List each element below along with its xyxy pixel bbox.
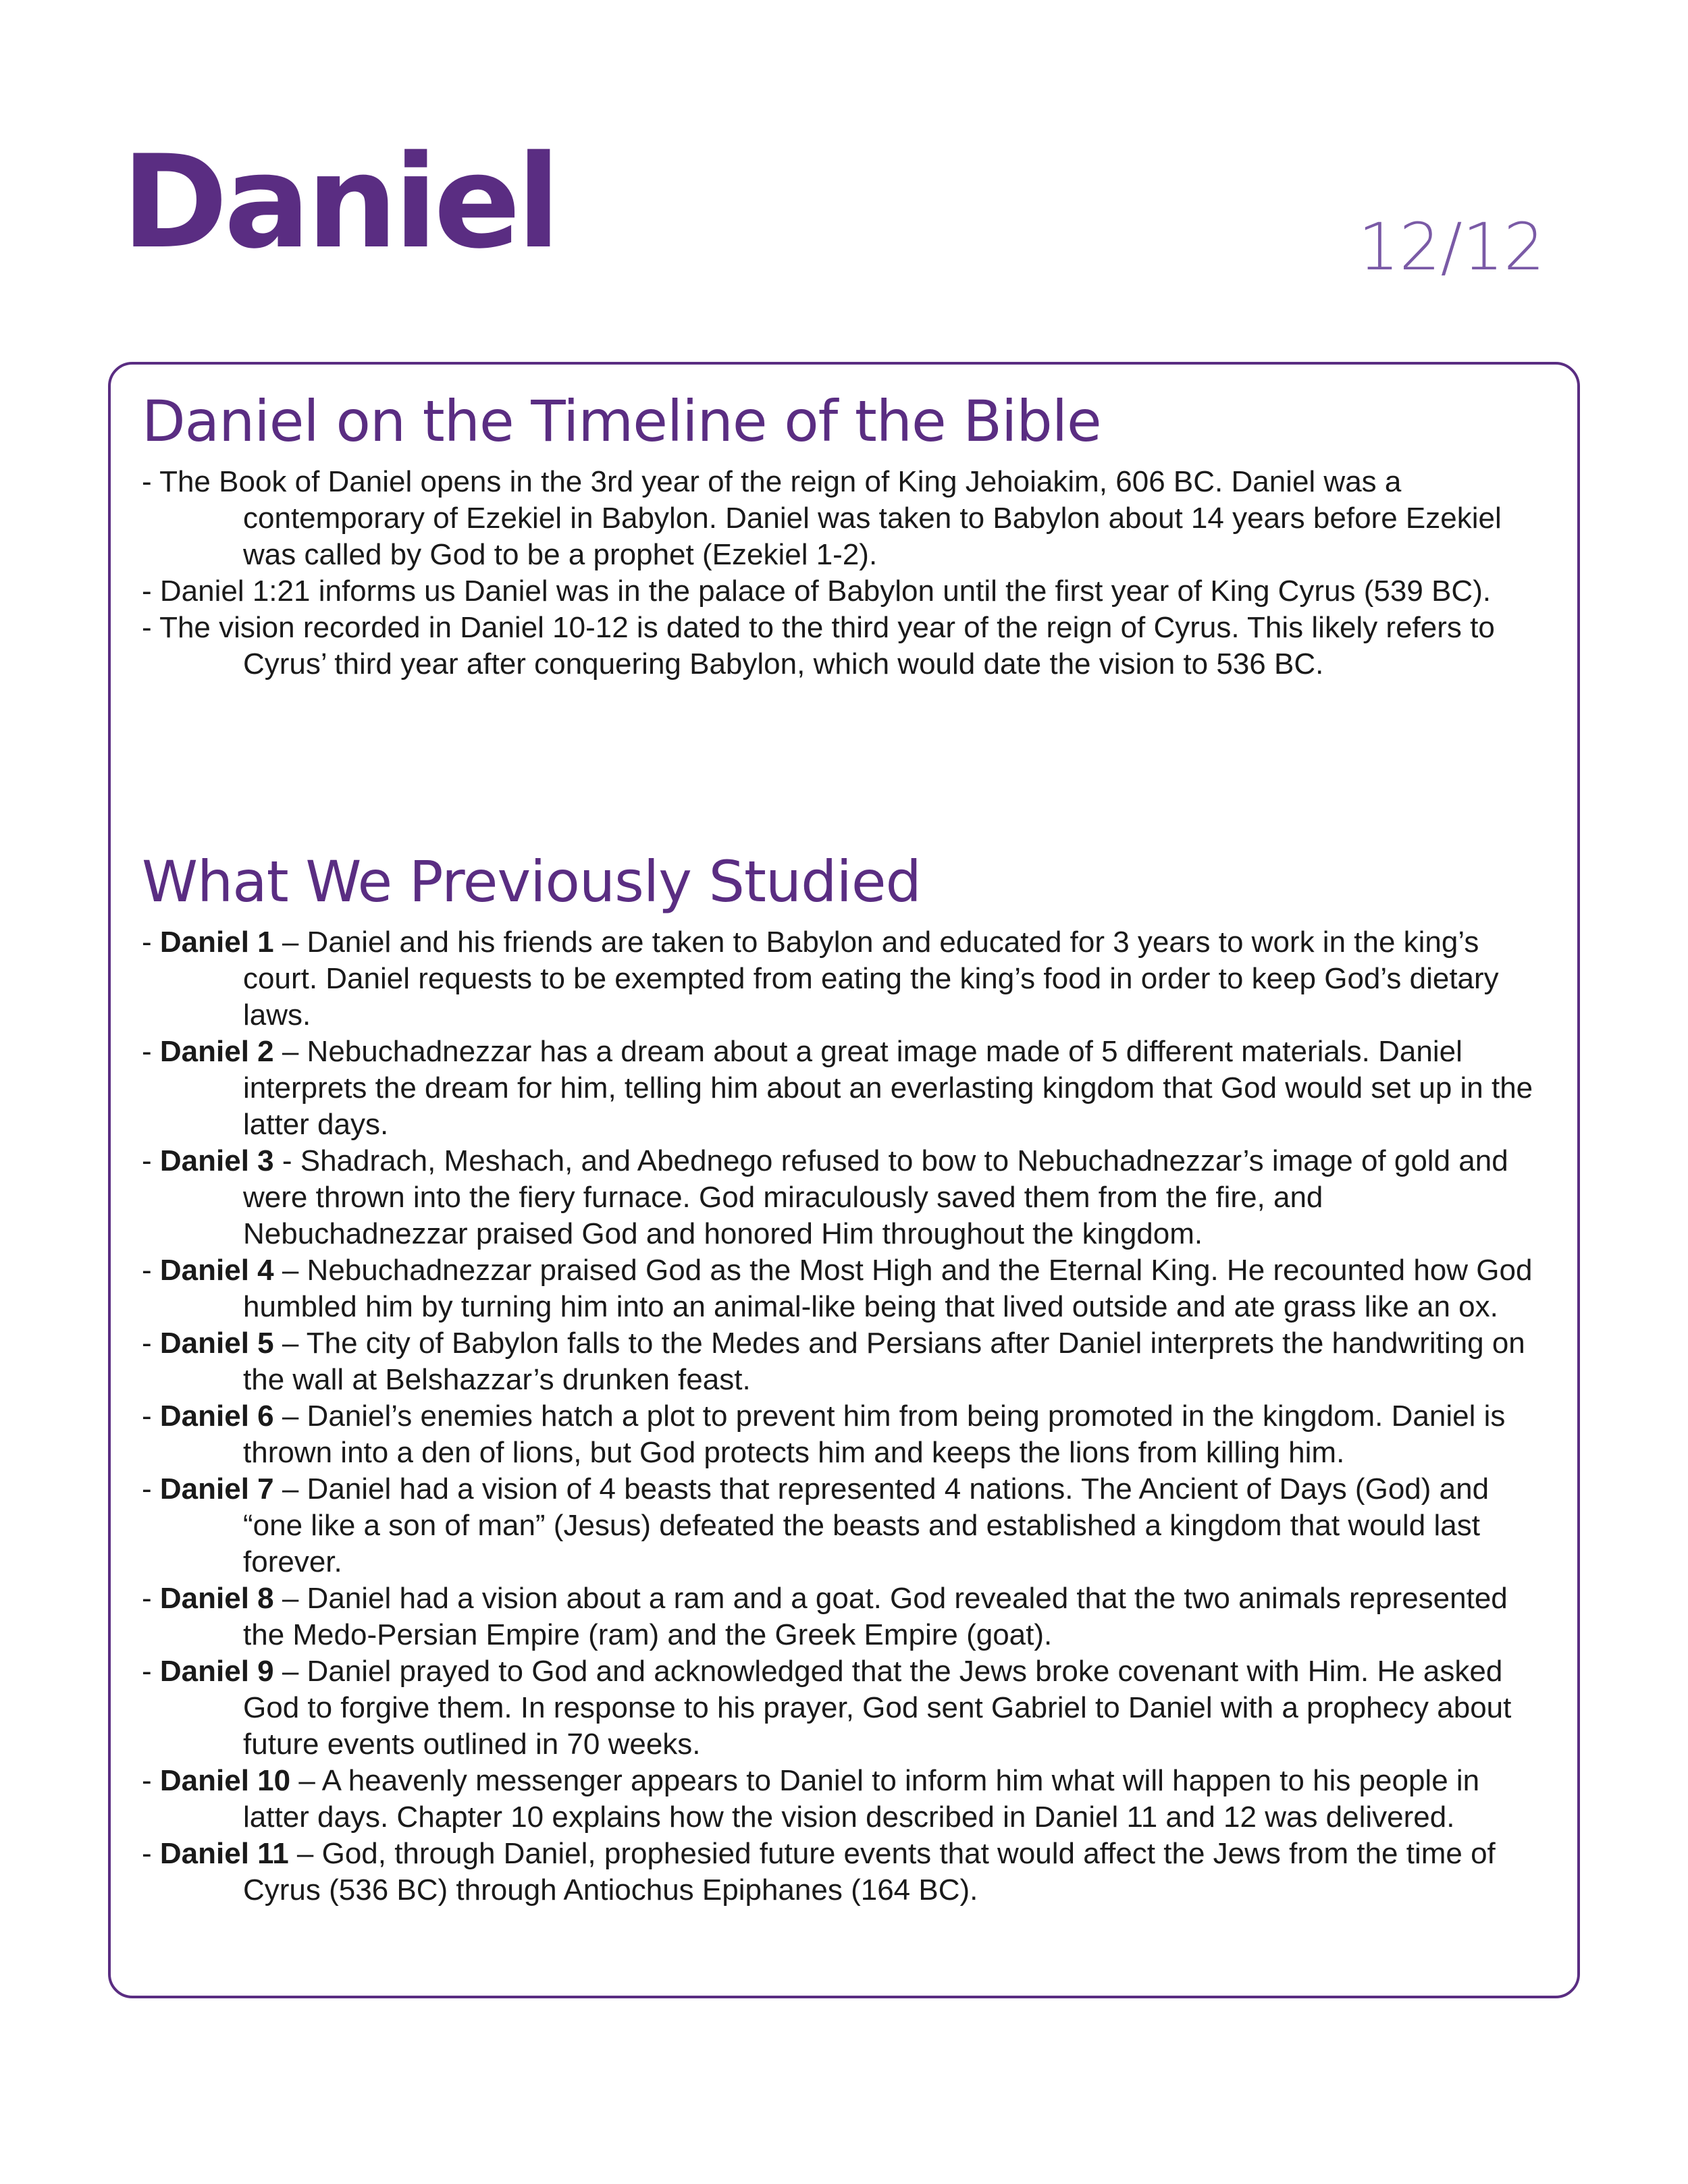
chapter-summary-text: – A heavenly messenger appears to Daniel to inform him what will happen to his people in latter days. Chapter 10 explains how the vision described in Daniel 11 and 12 was delivered. (243, 1763, 1480, 1834)
timeline-section (142, 389, 1537, 683)
bullet-prefix: - (142, 1326, 160, 1360)
chapter-summary-item (142, 1398, 1537, 1471)
chapter-reference: Daniel 5 (159, 1326, 274, 1360)
chapter-summary-text: – Nebuchadnezzar praised God as the Most High and the Eternal King. He recounted how God humbled him by turning him into an animal-like being that lived outside and ate grass like an ox. (243, 1253, 1533, 1323)
chapter-summary-text: – God, through Daniel, prophesied future events that would affect the Jews from the time of Cyrus (536 BC) through Antiochus Epiphanes (164 BC). (243, 1836, 1496, 1907)
chapter-summary-text: – Nebuchadnezzar has a dream about a great image made of 5 different materials. Daniel interprets the dream for him, telling him about an everlasting kingdom that God would set up in the latter days. (243, 1034, 1533, 1141)
previous-section (142, 849, 1537, 1909)
chapter-summary-text: – Daniel and his friends are taken to Babylon and educated for 3 years to work in the king’s court. Daniel requests to be exempted from eating the king’s food in order to keep God’s dietary laws. (243, 925, 1499, 1032)
bullet-prefix: - (142, 1763, 160, 1797)
chapter-reference: Daniel 9 (159, 1654, 274, 1688)
timeline-list (142, 464, 1537, 683)
chapter-summary-item (142, 1763, 1537, 1836)
chapter-summary-item (142, 1252, 1537, 1325)
chapter-summary-item (142, 924, 1537, 1034)
chapter-reference: Daniel 3 (159, 1144, 274, 1177)
chapter-reference: Daniel 7 (159, 1472, 274, 1506)
chapter-summary-text: – Daniel had a vision of 4 beasts that represented 4 nations. The Ancient of Days (God) and “one like a son of man” (Jesus) defeated the beasts and established a kingdom that would last forever. (243, 1472, 1489, 1578)
chapter-summary-item (142, 1325, 1537, 1398)
chapter-summary-text: – Daniel prayed to God and acknowledged that the Jews broke covenant with Him. He asked God to forgive them. In response to his prayer, God sent Gabriel to Daniel with a prophecy about future events outlined in 70 weeks. (243, 1654, 1512, 1761)
chapter-summary-item (142, 1471, 1537, 1580)
chapter-reference: Daniel 10 (159, 1763, 291, 1797)
bullet-prefix: - (142, 1253, 160, 1287)
previous-list (142, 924, 1537, 1909)
chapter-reference: Daniel 11 (159, 1836, 289, 1870)
bullet-prefix: - (142, 1034, 160, 1068)
chapter-reference: Daniel 2 (159, 1034, 274, 1068)
timeline-item: - The vision recorded in Daniel 10-12 is dated to the third year of the reign of Cyrus. This likely refers to Cyrus’ third year after conquering Babylon, which would date the vision to 536 BC. (142, 610, 1495, 681)
bullet-prefix: - (142, 1836, 160, 1870)
bullet-prefix: - (142, 1399, 160, 1433)
bullet-prefix: - (142, 925, 160, 959)
chapter-reference: Daniel 4 (159, 1253, 274, 1287)
page-number: 12/12 (1358, 209, 1545, 285)
bullet-prefix: - (142, 1654, 160, 1688)
previous-heading: What We Previously Studied (142, 849, 921, 915)
chapter-summary-text: – The city of Babylon falls to the Medes and Persians after Daniel interprets the handwriting on the wall at Belshazzar’s drunken feast. (243, 1326, 1525, 1396)
bullet-prefix: - (142, 1581, 160, 1615)
chapter-reference: Daniel 8 (159, 1581, 274, 1615)
chapter-summary-item (142, 1653, 1537, 1763)
timeline-heading: Daniel on the Timeline of the Bible (142, 388, 1101, 454)
chapter-summary-text: - Shadrach, Meshach, and Abednego refused to bow to Nebuchadnezzar’s image of gold and were thrown into the fiery furnace. God miraculously saved them from the fire, and Nebuchadnezzar praised God and honored Him throughout the kingdom. (243, 1144, 1508, 1250)
bullet-prefix: - (142, 1144, 160, 1177)
page-title: Daniel (122, 128, 557, 277)
bullet-prefix: - (142, 1472, 160, 1506)
chapter-summary-item (142, 1580, 1537, 1653)
chapter-reference: Daniel 1 (159, 925, 274, 959)
timeline-item: - Daniel 1:21 informs us Daniel was in the palace of Babylon until the first year of King Cyrus (539 BC). (142, 574, 1492, 608)
chapter-summary-item (142, 1836, 1537, 1909)
chapter-summary-text: – Daniel’s enemies hatch a plot to prevent him from being promoted in the kingdom. Daniel is thrown into a den of lions, but God protects him and keeps the lions from killing him. (243, 1399, 1506, 1469)
chapter-summary-item (142, 1034, 1537, 1143)
chapter-summary-item (142, 1143, 1537, 1252)
chapter-summary-text: – Daniel had a vision about a ram and a goat. God revealed that the two animals represented the Medo-Persian Empire (ram) and the Greek Empire (goat). (243, 1581, 1508, 1651)
content-box (108, 362, 1580, 1998)
timeline-item: - The Book of Daniel opens in the 3rd year of the reign of King Jehoiakim, 606 BC. Daniel was a contemporary of Ezekiel in Babylon. Daniel was taken to Babylon about 14 years before Ezekiel was called by God to be a prophet (Ezekiel 1-2). (142, 464, 1502, 571)
chapter-reference: Daniel 6 (159, 1399, 274, 1433)
